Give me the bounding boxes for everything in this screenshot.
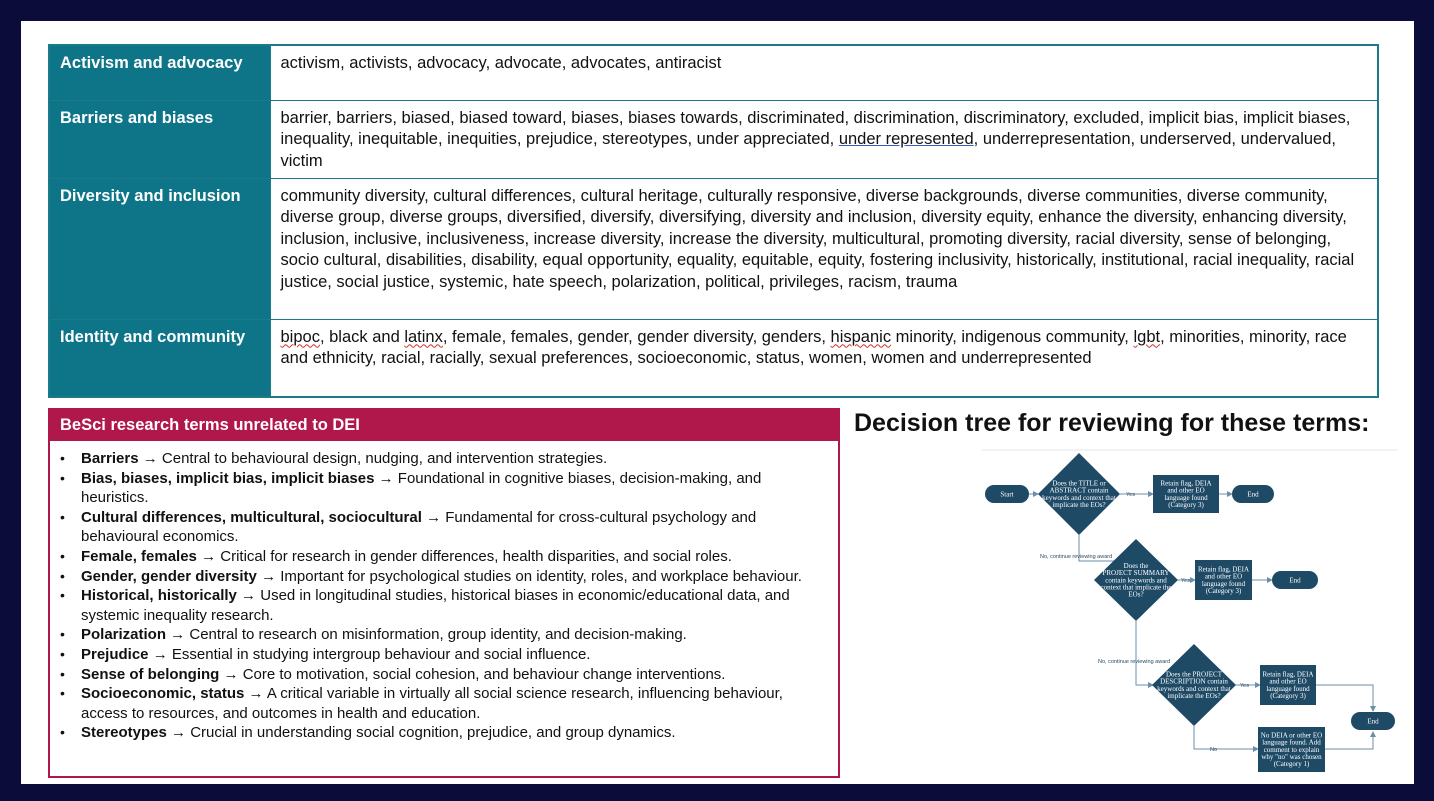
retain-text: Retain flag, DEIA and other EO language found (Category 3)	[1262, 670, 1314, 701]
decision-text: Does the PROJECT SUMMARY contain keywords and context that implicate the EOs?	[1100, 561, 1172, 599]
end-label: End	[1367, 717, 1379, 726]
besci-panel	[48, 408, 840, 778]
besci-desc: Fundamental for cross-cultural psychology and behavioural economics.	[81, 508, 757, 546]
besci-term: Socioeconomic, status	[81, 685, 245, 703]
term-category: Identity and community	[49, 319, 270, 397]
end-label: End	[1247, 490, 1259, 499]
besci-desc: Central to research on misinformation, group identity, and decision-making.	[189, 626, 687, 644]
besci-term: Sense of belonging	[81, 665, 220, 683]
besci-item: • Prejudice → Essential in studying intergroup behaviour and social influence.	[60, 645, 830, 665]
keyword-text: , black and	[319, 327, 405, 346]
besci-item: • Female, females → Critical for research in gender differences, health disparities, and social roles.	[60, 547, 830, 567]
no-label: No	[1210, 747, 1218, 753]
keyword-flagged: latinx	[404, 327, 443, 346]
besci-item: • Stereotypes → Crucial in understanding social cognition, prejudice, and group dynamics.	[60, 723, 830, 743]
keyword-text: activism, activists, advocacy, advocate, advocates, antiracist	[280, 54, 722, 72]
keyword-flagged: bipoc	[280, 327, 320, 346]
term-keywords	[270, 45, 1378, 100]
besci-term: Barriers	[81, 450, 139, 467]
besci-item: • Gender, gender diversity → Important for psychological studies on identity, roles, and workplace behaviour.	[60, 567, 830, 587]
besci-term: Stereotypes	[81, 724, 167, 742]
besci-desc: Essential in studying intergroup behaviour and social influence.	[171, 645, 591, 663]
start-label: Start	[1000, 490, 1014, 499]
besci-heading: BeSci research terms unrelated to DEI	[50, 410, 838, 441]
retain-text: Retain flag, DEIA and other EO language found (Category 3)	[1160, 479, 1212, 510]
besci-item: • Sense of belonging → Core to motivation, social cohesion, and behaviour change interventions.	[60, 665, 830, 685]
continue-label: No, continue reviewing award	[1040, 554, 1113, 560]
keyword-flagged: hispanic	[830, 327, 892, 346]
besci-item: • Polarization → Central to research on misinformation, group identity, and decision-making.	[60, 625, 830, 645]
term-keywords	[270, 178, 1378, 319]
connector	[1194, 726, 1258, 749]
besci-term: Polarization	[81, 626, 167, 644]
no-deia-text: No DEIA or other EO language found. Add comment to explain why "no" was chosen (Category 1)	[1260, 731, 1323, 769]
decision-tree-title: Decision tree for reviewing for these terms:	[854, 409, 1370, 437]
term-category: Activism and advocacy	[49, 45, 270, 100]
keyword-flagged: under represented	[838, 130, 974, 148]
connector	[1325, 732, 1373, 749]
besci-desc: Important for psychological studies on identity, roles, and workplace behaviour.	[280, 567, 802, 585]
connector	[1316, 685, 1373, 711]
decision-text: Does the TITLE or ABSTRACT contain keywords and context that implicate the EOs?	[1042, 479, 1116, 510]
end-label: End	[1289, 576, 1301, 585]
besci-desc: A critical variable in virtually all social science research, influencing behaviour, access to resources, and outcomes in health and education.	[81, 685, 783, 722]
besci-desc: Crucial in understanding social cognition, prejudice, and group dynamics.	[190, 724, 676, 742]
yes-label: Yes	[1240, 683, 1249, 689]
term-row	[49, 45, 1378, 100]
term-category: Diversity and inclusion	[49, 178, 270, 319]
keyword-text: minority, indigenous community,	[891, 327, 1134, 346]
keyword-text: , minorities, minority, race and ethnicity, racial, racially, sexual preferences, socioeconomic, status, women, women and underrepresented	[280, 327, 1347, 367]
keyword-text: community diversity, cultural differences, cultural heritage, culturally responsive, diverse backgrounds, diverse communities, diverse community, diverse group, diverse groups, diversified, diversify, diversifying, diversity and inclusion, diversity equity, enhance the diversity, enhancing diversity, inclusion, inclusive, inclusiveness, increase diversity, increase the diversity, multicultural, promoting diversity, racial diversity, sense of belonging, socio cultural, disabilities, disability, equal opportunity, equality, equitable, equity, fostering inclusivity, historically, institutional, racial inequality, racial justice, social justice, systemic, hate speech, polarization, political, privileges, racism, trauma	[280, 186, 1355, 291]
keyword-text: , underrepresentation, underserved, undervalued, victim	[280, 130, 1336, 170]
besci-term: Female, females	[81, 547, 197, 565]
term-keywords	[270, 100, 1378, 178]
besci-desc: Foundational in cognitive biases, decision-making, and heuristics.	[81, 469, 762, 507]
besci-desc: Used in longitudinal studies, historical biases in economic/educational data, and systemic inequality research.	[81, 587, 790, 624]
decision-tree-flowchart	[982, 449, 1398, 779]
besci-term: Prejudice	[81, 645, 149, 663]
connector	[1136, 621, 1153, 685]
term-row	[49, 319, 1378, 397]
besci-desc: Critical for research in gender differences, health disparities, and social roles.	[220, 547, 732, 565]
besci-item: • Cultural differences, multicultural, sociocultural → Fundamental for cross-cultural psychology and behavioural economics.	[60, 508, 830, 547]
term-row	[49, 178, 1378, 319]
term-row	[49, 100, 1378, 178]
term-keywords	[270, 319, 1378, 397]
besci-item: • Barriers → Central to behavioural design, nudging, and intervention strategies.	[60, 449, 830, 469]
term-category: Barriers and biases	[49, 100, 270, 178]
besci-term: Historical, historically	[81, 587, 237, 605]
besci-desc: Core to motivation, social cohesion, and behaviour change interventions.	[242, 665, 726, 683]
yes-label: Yes	[1126, 492, 1135, 498]
keyword-text: barrier, barriers, biased, biased toward, biases, biases towards, discriminated, discrimination, discriminatory, excluded, implicit bias, implicit biases, inequality, inequitable, inequities, prejudice, stereotypes, under appreciated,	[280, 108, 1351, 148]
besci-desc: Central to behavioural design, nudging, and intervention strategies.	[161, 450, 608, 467]
decision-text: Does the PROJECT DESCRIPTION contain keywords and context that implicate the EOs?	[1157, 670, 1231, 701]
besci-item: • Historical, historically → Used in longitudinal studies, historical biases in economic/educational data, and systemic inequality research.	[60, 586, 830, 625]
besci-list	[50, 441, 838, 743]
besci-item: • Socioeconomic, status → A critical variable in virtually all social science research, influencing behaviour, access to resources, and outcomes in health and education.	[60, 684, 830, 723]
besci-item: • Bias, biases, implicit bias, implicit biases → Foundational in cognitive biases, decision-making, and heuristics.	[60, 469, 830, 508]
yes-label: Yes	[1181, 578, 1190, 584]
keyword-flagged: lgbt	[1133, 327, 1161, 346]
besci-term: Gender, gender diversity	[81, 567, 257, 585]
besci-term: Cultural differences, multicultural, sociocultural	[81, 508, 422, 526]
besci-term: Bias, biases, implicit bias, implicit biases	[81, 469, 375, 487]
keyword-text: , female, females, gender, gender diversity, genders,	[442, 327, 831, 346]
continue-label: No, continue reviewing award	[1098, 659, 1171, 665]
term-table	[48, 44, 1379, 398]
retain-text: Retain flag, DEIA and other EO language found (Category 3)	[1197, 565, 1250, 596]
